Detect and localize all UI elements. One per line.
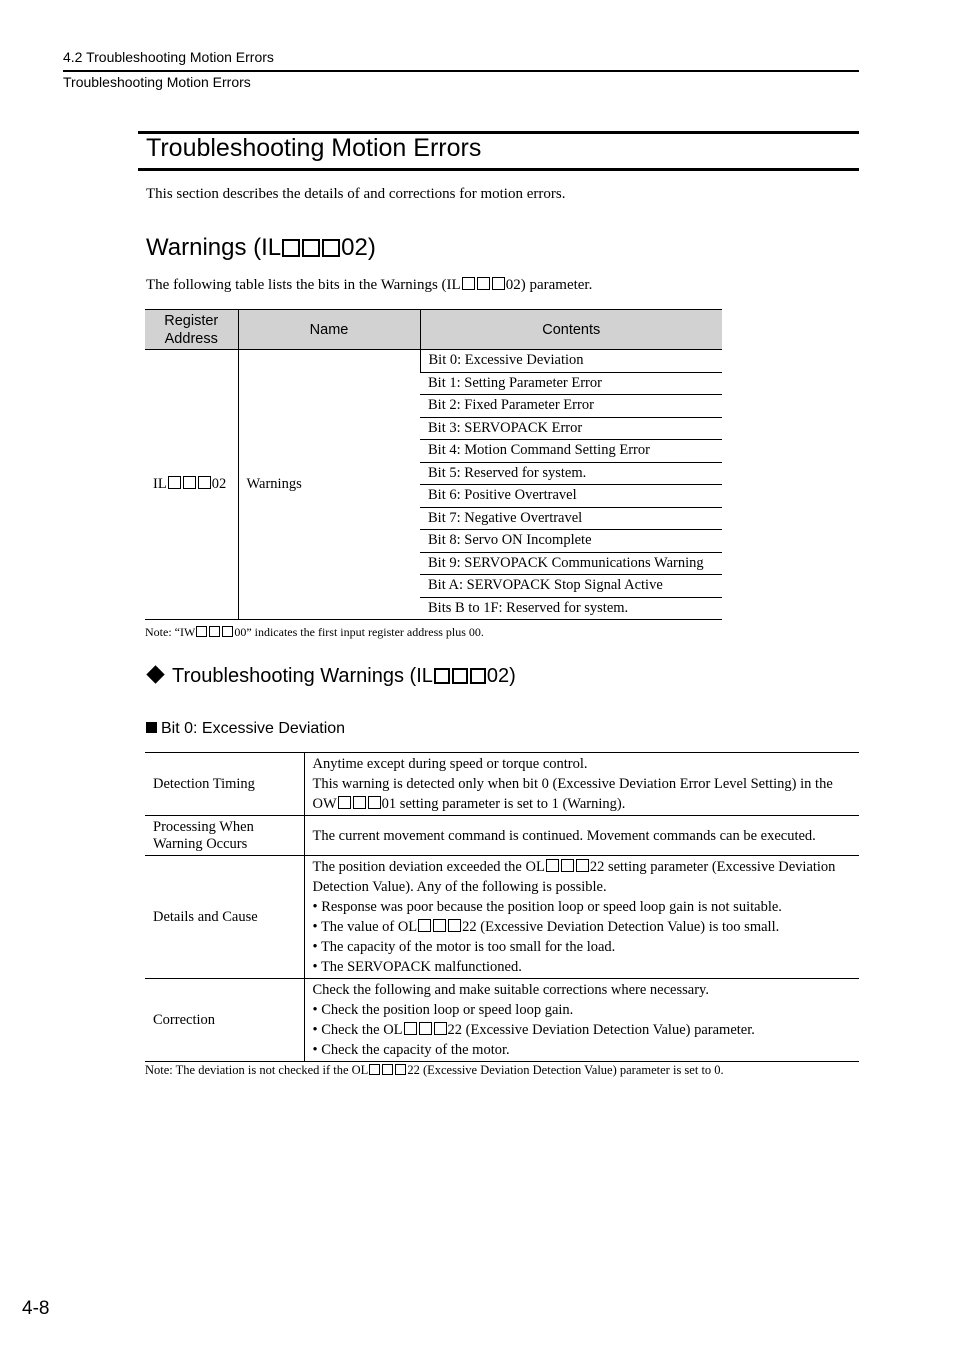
deviation-note: Note: The deviation is not checked if the OL 22 (Excessive Deviation Detection Value) parameter is set to 0.: [145, 1063, 724, 1077]
bit-row: Bits B to 1F: Reserved for system.: [420, 597, 722, 620]
bit-row: Bit A: SERVOPACK Stop Signal Active: [420, 575, 722, 598]
bit-row: Bit 5: Reserved for system.: [420, 462, 722, 485]
correction-value: Check the following and make suitable corrections where necessary. • Check the position loop or speed loop gain. • Check the OL 22 (Excessive Deviation Detection Value) parameter. • Check the capacity of the motor.: [304, 979, 859, 1062]
details-cause-value: The position deviation exceeded the OL 22 setting parameter (Excessive Deviation Detection Value). Any of the following is possible. • Response was poor because the position loop or speed loop gain is not suitable. • The value of OL 22 (Excessive Deviation Detection Value) is too small. • The capacity of the motor is too small for the load. • The SERVOPACK malfunctioned.: [304, 856, 859, 979]
placeholder-box-icon: [433, 919, 446, 932]
bit-row: Bit 9: SERVOPACK Communications Warning: [420, 552, 722, 575]
details-cause-label: Details and Cause: [145, 856, 304, 979]
placeholder-box-icon: [434, 1022, 447, 1035]
name-cell: Warnings: [238, 350, 420, 620]
troubleshooting-heading: Troubleshooting Warnings (IL 02): [146, 665, 516, 688]
warnings-note: Note: “IW 00” indicates the first input register address plus 00.: [145, 625, 484, 639]
header-rule: [63, 70, 859, 72]
square-bullet-icon: [146, 722, 157, 733]
placeholder-box-icon: [168, 476, 181, 489]
placeholder-box-icon: [353, 796, 366, 809]
placeholder-box-icon: [395, 1064, 406, 1075]
detection-timing-value: Anytime except during speed or torque control. This warning is detected only when bit 0 (Excessive Deviation Error Level Setting) in the OW 01 setting parameter is set to 1 (Warning).: [304, 753, 859, 816]
placeholder-box-icon: [448, 919, 461, 932]
placeholder-box-icon: [434, 668, 450, 684]
detection-timing-label: Detection Timing: [145, 753, 304, 816]
bit-row: Bit 3: SERVOPACK Error: [420, 417, 722, 440]
section-intro: This section describes the details of and corrections for motion errors.: [146, 186, 566, 202]
col-name: Name: [238, 310, 420, 350]
placeholder-box-icon: [492, 277, 505, 290]
placeholder-box-icon: [338, 796, 351, 809]
placeholder-box-icon: [222, 626, 233, 637]
placeholder-box-icon: [282, 239, 300, 257]
placeholder-box-icon: [183, 476, 196, 489]
placeholder-box-icon: [209, 626, 220, 637]
col-contents: Contents: [420, 310, 722, 350]
bit-row: Bit 4: Motion Command Setting Error: [420, 440, 722, 463]
bit-row: Bit 6: Positive Overtravel: [420, 485, 722, 508]
placeholder-box-icon: [369, 1064, 380, 1075]
warnings-heading: Warnings (IL 02): [146, 234, 376, 261]
excessive-deviation-table: [145, 752, 859, 1062]
placeholder-box-icon: [196, 626, 207, 637]
bit-row: Bit 8: Servo ON Incomplete: [420, 530, 722, 553]
bit0-subheading: Bit 0: Excessive Deviation: [146, 720, 345, 738]
placeholder-box-icon: [452, 668, 468, 684]
correction-label: Correction: [145, 979, 304, 1062]
section-title: Troubleshooting Motion Errors: [146, 134, 482, 162]
diamond-bullet-icon: [146, 665, 164, 683]
register-address-cell: IL 02: [145, 350, 238, 620]
placeholder-box-icon: [546, 859, 559, 872]
bit-row: Bit 2: Fixed Parameter Error: [420, 395, 722, 418]
placeholder-box-icon: [419, 1022, 432, 1035]
col-register-address: Register Address: [145, 310, 238, 350]
placeholder-box-icon: [418, 919, 431, 932]
placeholder-box-icon: [470, 668, 486, 684]
processing-value: The current movement command is continued. Movement commands can be executed.: [304, 816, 859, 856]
page-number: 4-8: [22, 1298, 50, 1319]
placeholder-box-icon: [302, 239, 320, 257]
placeholder-box-icon: [368, 796, 381, 809]
placeholder-box-icon: [561, 859, 574, 872]
warnings-lead: The following table lists the bits in the Warnings (IL 02) parameter.: [146, 277, 593, 293]
placeholder-box-icon: [198, 476, 211, 489]
warnings-table: [145, 309, 722, 620]
running-header-section: 4.2 Troubleshooting Motion Errors: [63, 49, 274, 65]
placeholder-box-icon: [477, 277, 490, 290]
placeholder-box-icon: [322, 239, 340, 257]
running-header-subsection: Troubleshooting Motion Errors: [63, 74, 251, 90]
placeholder-box-icon: [382, 1064, 393, 1075]
placeholder-box-icon: [462, 277, 475, 290]
placeholder-box-icon: [576, 859, 589, 872]
bit-row: Bit 0: Excessive Deviation: [420, 350, 722, 373]
bit-row: Bit 7: Negative Overtravel: [420, 507, 722, 530]
placeholder-box-icon: [404, 1022, 417, 1035]
bit-row: Bit 1: Setting Parameter Error: [420, 372, 722, 395]
processing-label: Processing When Warning Occurs: [145, 816, 304, 856]
